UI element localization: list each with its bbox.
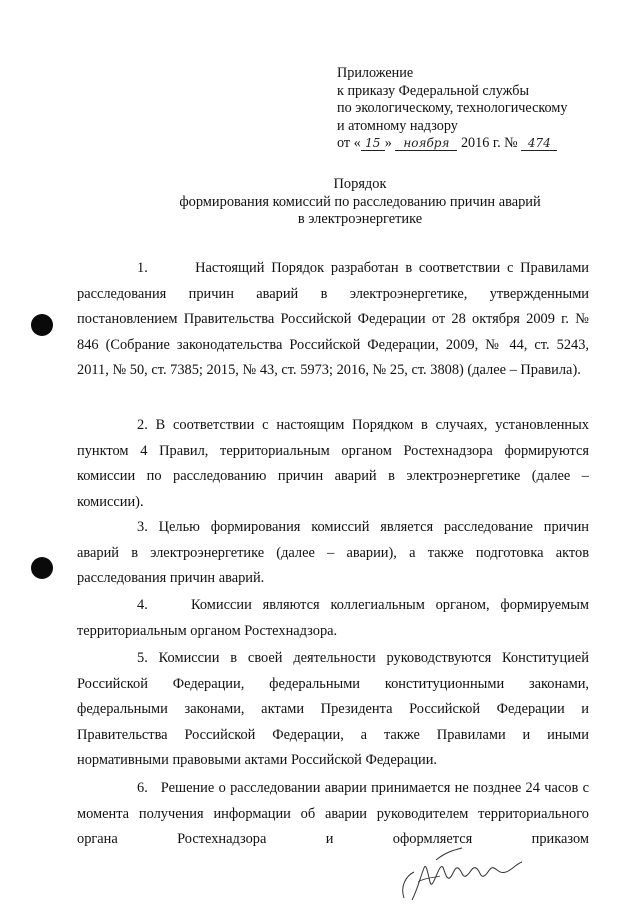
- appendix-line: Приложение: [337, 65, 414, 81]
- handwritten-order-number: 474: [521, 137, 557, 151]
- paragraph-text: Настоящий Порядок разработан в соответствии с Правилами расследования причин аварий в электроэнергетике, утвержденными постановлением Правительства Российской Федерации от 28 октября 2009 г. № 846 (Собрание законодательства Российской Федерации, 2009, № 44, ст. 5243, 2011, № 50, ст. 7385; 2015, № 43, ст. 5973; 2016, № 25, ст. 3808) (далее – Правила).: [77, 260, 590, 378]
- signature-icon: [384, 838, 564, 904]
- paragraph-number: 5.: [137, 650, 148, 666]
- handwritten-month: ноября: [395, 137, 457, 151]
- paragraph-number: 3.: [137, 519, 148, 535]
- paragraph-text: В соответствии с настоящим Порядком в случаях, установленных пунктом 4 Правил, территориальным органом Ростехнадзора формируются комиссии по расследованию причин аварий в электроэнергетике (далее – комиссии).: [77, 417, 589, 510]
- paragraph-text: Комиссии в своей деятельности руководствуются Конституцией Российской Федерации, федеральными конституционными законами, федеральными законами, актами Президента Российской Федерации и Правительства Российской Федерации, а также Правилами и иными нормативными правовыми актами Российской Федерации.: [77, 650, 589, 768]
- date-prefix: от «: [337, 135, 361, 151]
- order-date-line: [337, 135, 567, 153]
- paragraph-text: Комиссии являются коллегиальным органом, формируемым территориальным органом Ростехнадзора.: [77, 597, 589, 639]
- paragraph-number: 2.: [137, 417, 148, 433]
- date-quote: »: [384, 135, 392, 151]
- paragraph-number: 6.: [137, 780, 148, 796]
- date-year: 2016 г. №: [460, 135, 518, 151]
- paragraph-2: [77, 413, 589, 515]
- binder-hole-top: [31, 314, 53, 336]
- binder-hole-bottom: [31, 557, 53, 579]
- handwritten-day: 15: [361, 137, 385, 151]
- paragraph-1: [77, 256, 589, 384]
- title-line: Порядок: [333, 176, 387, 192]
- appendix-line: по экологическому, технологическому: [337, 100, 568, 116]
- appendix-header: [337, 65, 567, 153]
- paragraph-text: Решение о расследовании аварии принимается не позднее 24 часов с момента получения информации об аварии руководителем территориального органа Ростехнадзора и оформляется приказом: [77, 780, 589, 847]
- paragraph-number: 1.: [137, 260, 148, 276]
- paragraph-4: [77, 593, 589, 644]
- paragraph-number: 4.: [137, 597, 148, 613]
- paragraph-5: [77, 646, 589, 774]
- title-line: в электроэнергетике: [297, 211, 423, 227]
- title-line: формирования комиссий по расследованию причин аварий: [179, 193, 541, 210]
- appendix-line: и атомному надзору: [337, 117, 458, 134]
- document-title: [120, 176, 600, 229]
- paragraph-text: Целью формирования комиссий является расследование причин аварий в электроэнергетике (далее – аварии), а также подготовка актов расследования причин аварий.: [77, 519, 589, 586]
- paragraph-3: [77, 515, 589, 592]
- appendix-line: к приказу Федеральной службы: [337, 82, 530, 99]
